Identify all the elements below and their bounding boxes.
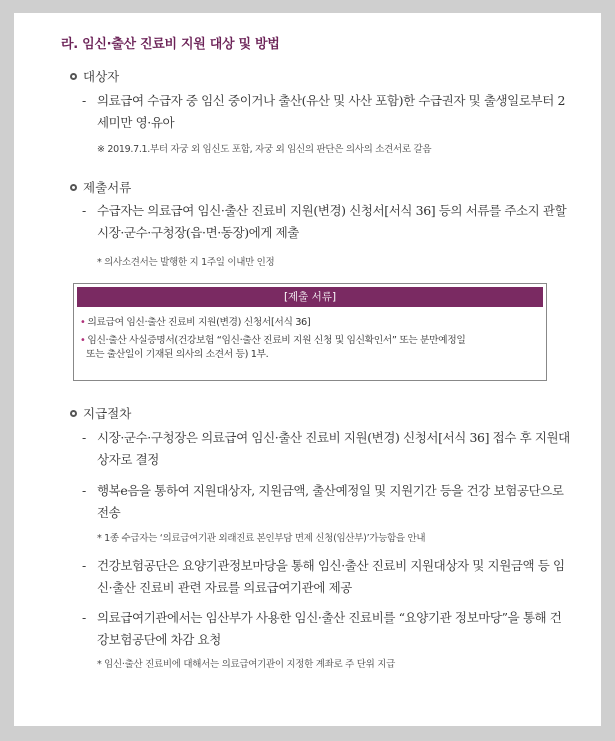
bullet-marker-icon: • bbox=[80, 317, 86, 328]
note-text: * 1종 수급자는 ‘의료급여기관 외래진료 본인부담 면제 신청(임산부)’가능함을 안내 bbox=[97, 533, 426, 544]
box-line: • 임신·출산 사실증명서(건강보험 “임신·출산 진료비 지원 신청 및 임신확인서” 또는 분만예정일 bbox=[80, 335, 466, 346]
list-item: - 건강보험공단은 요양기관정보마당을 통해 임신·출산 진료비 지원대상자 및 지원금액 등 임신·출산 진료비 관련 자료를 의료급여기관에 제공 bbox=[82, 558, 565, 595]
list-item: - 행복e음을 통하여 지원대상자, 지원금액, 출산예정일 및 지원기간 등을 건강 보험공단으로 전송 bbox=[82, 483, 564, 520]
section-title-documents: 제출서류 bbox=[70, 178, 131, 196]
box-title: [제출 서류] bbox=[77, 287, 543, 307]
document-page bbox=[14, 13, 601, 726]
box-line: • 의료급여 임신·출산 진료비 지원(변경) 신청서[서식 36] bbox=[80, 317, 311, 328]
note-text: ※ 2019.7.1.부터 자궁 외 임신도 포함, 자궁 외 임신의 판단은 의사의 소견서로 갈음 bbox=[97, 144, 432, 155]
list-item: - 시장·군수·구청장은 의료급여 임신·출산 진료비 지원(변경) 신청서[서식 36] 접수 후 지원대상자로 결정 bbox=[82, 430, 570, 467]
circle-bullet-icon bbox=[70, 184, 77, 191]
list-item: - 수급자는 의료급여 임신·출산 진료비 지원(변경) 신청서[서식 36] 등의 서류를 주소지 관할 시장·군수·구청장(읍·면·동장)에게 제출 bbox=[82, 203, 567, 240]
box-line: 또는 출산일이 기재된 의사의 소견서 등) 1부. bbox=[86, 349, 269, 360]
section-title-recipients: 대상자 bbox=[70, 67, 119, 85]
bullet-marker-icon: • bbox=[80, 335, 86, 346]
circle-bullet-icon bbox=[70, 73, 77, 80]
section-title-procedure: 지급절차 bbox=[70, 404, 131, 422]
circle-bullet-icon bbox=[70, 410, 77, 417]
list-item: - 의료급여 수급자 중 임신 중이거나 출산(유산 및 사산 포함)한 수급권자 및 출생일로부터 2세미만 영·유아 bbox=[82, 93, 566, 130]
list-item: - 의료급여기관에서는 임산부가 사용한 임신·출산 진료비를 “요양기관 정보마당”을 통해 건강보험공단에 차감 요청 bbox=[82, 610, 562, 647]
note-text: * 임신·출산 진료비에 대해서는 의료급여기관이 지정한 계좌로 주 단위 지급 bbox=[97, 659, 395, 670]
submission-documents-box bbox=[73, 283, 547, 381]
section-heading: 라. 임신·출산 진료비 지원 대상 및 방법 bbox=[61, 37, 280, 52]
note-text: * 의사소견서는 발행한 지 1주일 이내만 인정 bbox=[97, 257, 275, 268]
